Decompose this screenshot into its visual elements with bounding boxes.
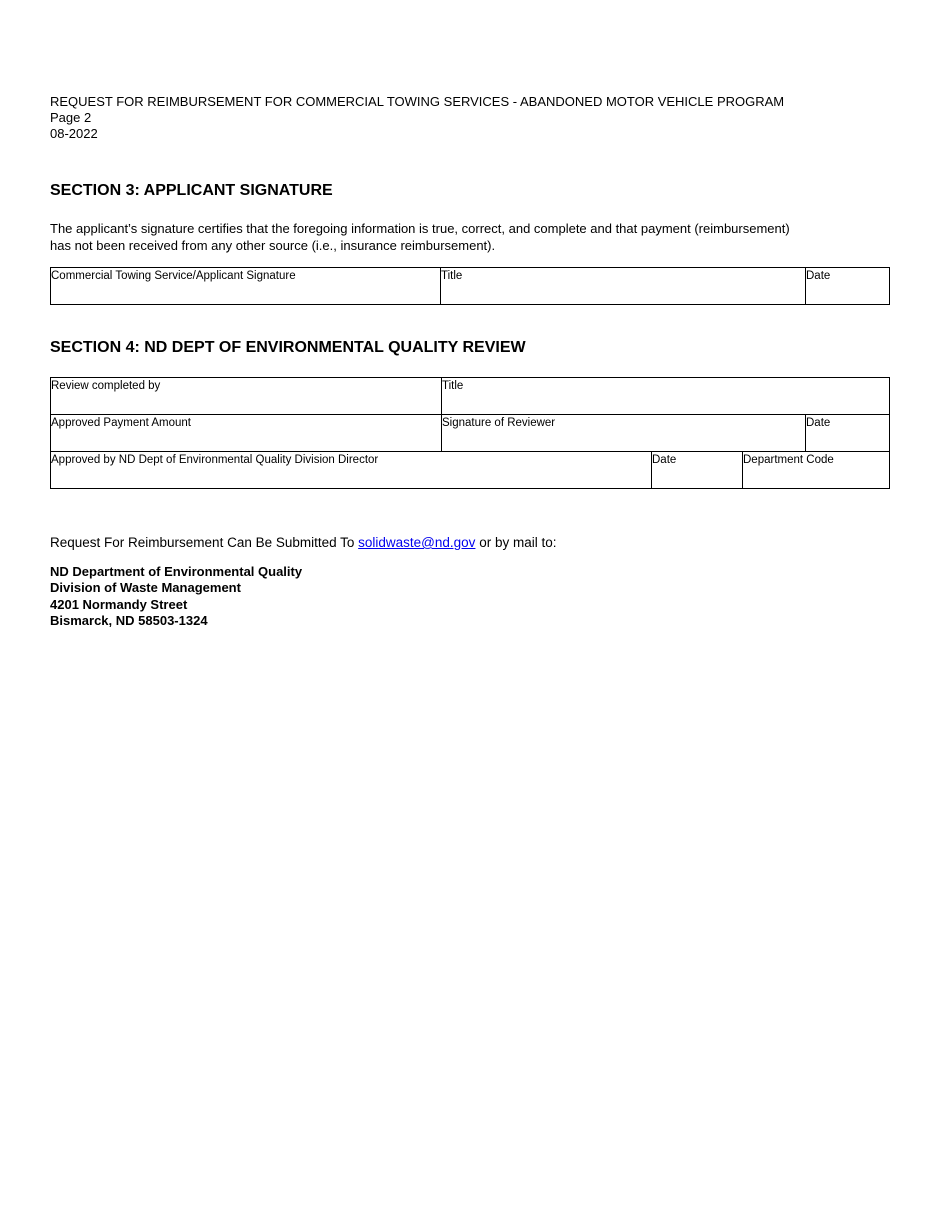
form-revision-date: 08-2022 [50,126,98,141]
submission-instructions [50,534,889,551]
department-code-label: Department Code [743,454,834,466]
section3-title: SECTION 3: APPLICANT SIGNATURE [50,182,333,199]
submission-suffix: or by mail to: [475,535,557,550]
submission-prefix: Request For Reimbursement Can Be Submitted To [50,535,359,550]
address-line-2: Division of Waste Management [50,580,241,596]
approved-payment-amount-field[interactable] [51,415,442,452]
section4-title: SECTION 4: ND DEPT OF ENVIRONMENTAL QUALITY REVIEW [50,339,526,356]
applicant-date-field[interactable] [806,268,890,305]
email-link[interactable]: solidwaste@nd.gov [358,535,476,550]
applicant-title-label: Title [441,270,463,282]
document-header [50,94,889,142]
certification-line-2: has not been received from any other source (i.e., insurance reimbursement). [50,238,496,253]
signature-of-reviewer-label: Signature of Reviewer [442,417,556,429]
director-date-field[interactable] [652,452,743,489]
approved-payment-amount-label: Approved Payment Amount [51,417,191,429]
reviewer-title-field[interactable] [442,378,890,415]
review-date-label: Date [806,417,831,429]
deq-review-table [50,377,890,489]
certification-text [50,220,889,254]
address-line-4: Bismarck, ND 58503-1324 [50,612,208,628]
certification-line-1: The applicant’s signature certifies that the foregoing information is true, correct, and complete and that payment (reimbursement) [50,221,790,236]
signature-of-reviewer-field[interactable] [442,415,806,452]
address-line-3: 4201 Normandy Street [50,596,188,612]
department-code-field[interactable] [743,452,890,489]
document-title: REQUEST FOR REIMBURSEMENT FOR COMMERCIAL TOWING SERVICES - ABANDONED MOTOR VEHICLE PROGRAM [50,94,785,109]
address-line-1: ND Department of Environmental Quality [50,564,303,579]
review-completed-by-label: Review completed by [51,380,161,392]
applicant-signature-label: Commercial Towing Service/Applicant Signature [51,270,296,282]
director-date-label: Date [652,454,677,466]
form-page [50,94,889,629]
applicant-signature-table [50,267,890,305]
mailing-address [50,564,889,629]
page-number: Page 2 [50,110,92,125]
review-date-field[interactable] [806,415,890,452]
applicant-title-field[interactable] [441,268,806,305]
reviewer-title-label: Title [442,380,464,392]
director-approval-label: Approved by ND Dept of Environmental Quality Division Director [51,454,379,466]
director-approval-field[interactable] [51,452,652,489]
applicant-date-label: Date [806,270,831,282]
applicant-signature-field[interactable] [51,268,441,305]
review-completed-by-field[interactable] [51,378,442,415]
